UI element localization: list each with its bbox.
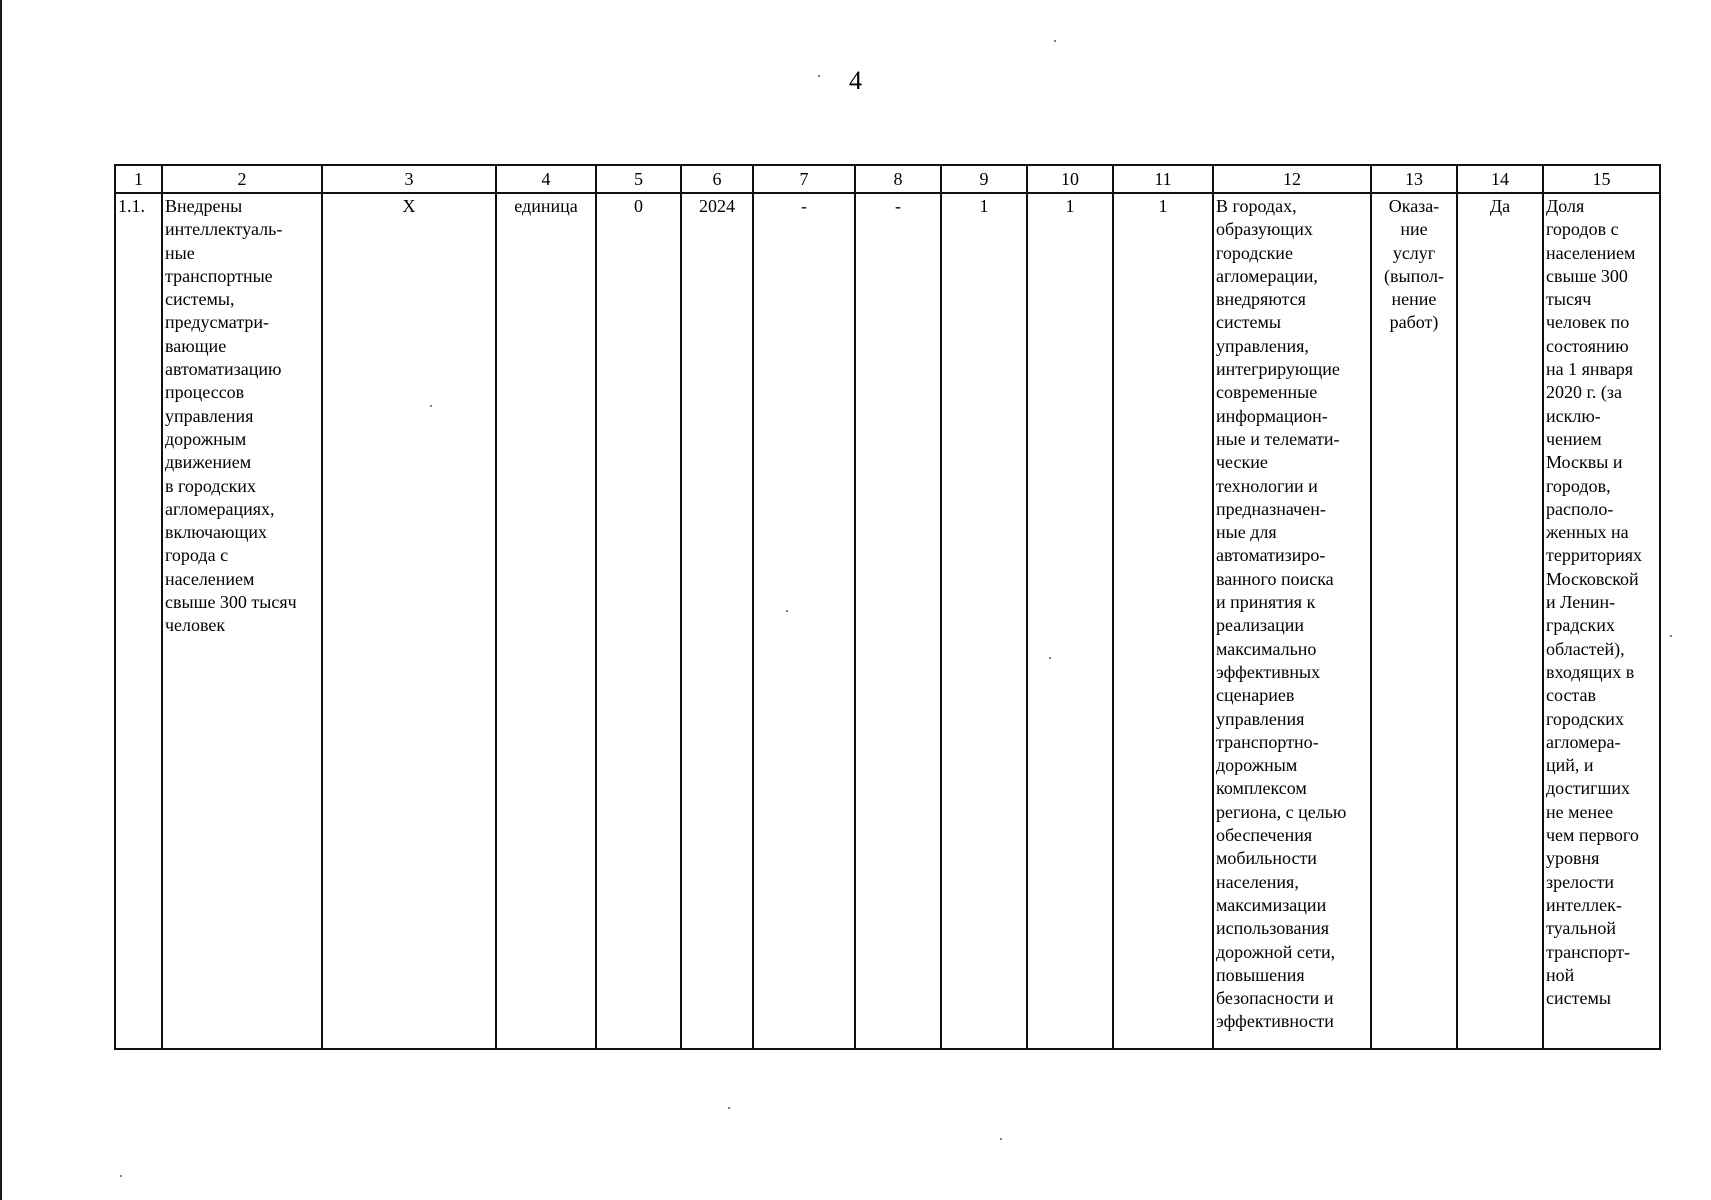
description-cell bbox=[1213, 193, 1371, 1049]
cell-line: системы bbox=[1546, 988, 1611, 1009]
cell-line: технологии и bbox=[1216, 475, 1318, 496]
cell-line: автоматизацию bbox=[165, 359, 282, 380]
header-cell: 11 bbox=[1113, 165, 1213, 193]
cell-line: территориях bbox=[1546, 545, 1643, 566]
header-cell: 15 bbox=[1543, 165, 1660, 193]
cell-line: транспортные bbox=[165, 265, 273, 286]
scan-speck bbox=[728, 1107, 730, 1109]
cell-line: человек bbox=[165, 615, 226, 636]
cell-line: туальной bbox=[1546, 918, 1616, 939]
cell-line: сценариев bbox=[1216, 685, 1295, 706]
cell-line: ные bbox=[165, 242, 195, 263]
cell-line: ные и телемати- bbox=[1216, 428, 1340, 449]
cell-line: дорожной сети, bbox=[1216, 941, 1336, 962]
cell-line: услуг bbox=[1392, 242, 1436, 263]
cell-line: женных на bbox=[1546, 522, 1629, 543]
cell-line: информацион- bbox=[1216, 405, 1328, 426]
table-header-row bbox=[115, 165, 1660, 193]
col7-cell: - bbox=[753, 193, 855, 1049]
cell-line: городов с bbox=[1546, 219, 1619, 240]
cell-line: реализации bbox=[1216, 615, 1304, 636]
cell-line: зрелости bbox=[1546, 871, 1615, 892]
cell-line: предназначен- bbox=[1216, 498, 1326, 519]
header-cell: 5 bbox=[596, 165, 681, 193]
scan-speck bbox=[1000, 1138, 1002, 1140]
header-cell: 7 bbox=[753, 165, 855, 193]
header-cell: 13 bbox=[1371, 165, 1457, 193]
scan-speck bbox=[1049, 657, 1051, 659]
cell-line: состав bbox=[1546, 685, 1597, 706]
cell-line: городских bbox=[1546, 708, 1624, 729]
scan-speck bbox=[818, 75, 820, 77]
cell-line: ной bbox=[1546, 964, 1575, 985]
scan-speck bbox=[120, 1175, 122, 1177]
cell-line: ций, и bbox=[1546, 755, 1594, 776]
flag-cell: Да bbox=[1457, 193, 1543, 1049]
scan-speck bbox=[430, 405, 432, 407]
cell-line: агломерации, bbox=[1216, 265, 1318, 286]
cell-line: (выпол- bbox=[1384, 265, 1444, 286]
page-number: 4 bbox=[849, 66, 862, 95]
cell-line: свыше 300 bbox=[1546, 265, 1628, 286]
header-cell: 12 bbox=[1213, 165, 1371, 193]
cell-line: автоматизиро- bbox=[1216, 545, 1326, 566]
cell-line: человек по bbox=[1546, 312, 1630, 333]
cell-line: эффективности bbox=[1216, 1011, 1334, 1032]
cell-line: ванного поиска bbox=[1216, 568, 1334, 589]
cell-line: внедряются bbox=[1216, 289, 1306, 310]
cell-line: управления bbox=[165, 405, 254, 426]
cell-line: максимизации bbox=[1216, 894, 1327, 915]
col5-cell: 0 bbox=[596, 193, 681, 1049]
cell-line: ные для bbox=[1216, 522, 1277, 543]
col8-cell: - bbox=[855, 193, 941, 1049]
indicator-name-cell bbox=[162, 193, 322, 1049]
cell-line: движением bbox=[165, 452, 252, 473]
col11-cell: 1 bbox=[1113, 193, 1213, 1049]
cell-line: населением bbox=[165, 568, 255, 589]
cell-line: достигших bbox=[1546, 778, 1630, 799]
cell-line: системы bbox=[1216, 312, 1281, 333]
cell-line: не менее bbox=[1546, 801, 1614, 822]
type-cell bbox=[1371, 193, 1457, 1049]
col3-cell: Х bbox=[322, 193, 496, 1049]
cell-line: дорожным bbox=[1216, 755, 1298, 776]
header-cell: 4 bbox=[496, 165, 596, 193]
cell-line: располо- bbox=[1546, 498, 1614, 519]
cell-line: мобильности bbox=[1216, 848, 1317, 869]
header-cell: 9 bbox=[941, 165, 1027, 193]
cell-line: региона, с целью bbox=[1216, 801, 1347, 822]
cell-line: на 1 января bbox=[1546, 359, 1634, 380]
cell-line: интеллектуаль- bbox=[165, 219, 283, 240]
cell-line: Внедрены bbox=[165, 196, 243, 216]
col9-cell: 1 bbox=[941, 193, 1027, 1049]
cell-line: работ) bbox=[1389, 312, 1439, 333]
cell-line: города с bbox=[165, 545, 229, 566]
indicators-table bbox=[114, 164, 1661, 1050]
cell-line: В городах, bbox=[1216, 196, 1297, 216]
cell-line: транспорт- bbox=[1546, 941, 1630, 962]
year-cell: 2024 bbox=[681, 193, 753, 1049]
table-row bbox=[115, 193, 1660, 1049]
page-left-border bbox=[0, 0, 2, 1200]
cell-line: дорожным bbox=[165, 428, 247, 449]
cell-line: областей), bbox=[1546, 638, 1625, 659]
col10-cell: 1 bbox=[1027, 193, 1113, 1049]
cell-line: эффективных bbox=[1216, 661, 1321, 682]
cell-line: управления bbox=[1216, 708, 1305, 729]
cell-line: образующих bbox=[1216, 219, 1313, 240]
row-number-cell: 1.1. bbox=[115, 193, 162, 1049]
cell-line: включающих bbox=[165, 522, 267, 543]
cell-line: предусматри- bbox=[165, 312, 270, 333]
scan-speck bbox=[786, 610, 788, 612]
header-cell: 6 bbox=[681, 165, 753, 193]
methodology-cell bbox=[1543, 193, 1660, 1049]
scan-speck bbox=[1054, 40, 1056, 42]
cell-line: обеспечения bbox=[1216, 825, 1313, 846]
cell-line: городские bbox=[1216, 242, 1293, 263]
cell-line: транспортно- bbox=[1216, 731, 1319, 752]
cell-line: уровня bbox=[1546, 848, 1600, 869]
cell-line: исклю- bbox=[1546, 405, 1601, 426]
cell-line: интеллек- bbox=[1546, 894, 1622, 915]
unit-cell: единица bbox=[496, 193, 596, 1049]
header-cell: 8 bbox=[855, 165, 941, 193]
cell-line: градских bbox=[1546, 615, 1615, 636]
cell-line: системы, bbox=[165, 289, 235, 310]
cell-line: входящих в bbox=[1546, 661, 1635, 682]
cell-line: Московской bbox=[1546, 568, 1639, 589]
cell-line: тысяч bbox=[1546, 289, 1592, 310]
cell-line: управления, bbox=[1216, 335, 1309, 356]
header-cell: 1 bbox=[115, 165, 162, 193]
cell-line: и принятия к bbox=[1216, 592, 1316, 613]
cell-line: городов, bbox=[1546, 475, 1611, 496]
cell-line: и Ленин- bbox=[1546, 592, 1616, 613]
cell-line: нение bbox=[1391, 289, 1437, 310]
cell-line: безопасности и bbox=[1216, 988, 1334, 1009]
cell-line: свыше 300 тысяч bbox=[165, 592, 297, 613]
cell-line: 2020 г. (за bbox=[1546, 382, 1622, 403]
cell-line: максимально bbox=[1216, 638, 1317, 659]
cell-line: Оказа- bbox=[1388, 196, 1440, 216]
cell-line: агломерациях, bbox=[165, 498, 275, 519]
cell-line: населения, bbox=[1216, 871, 1299, 892]
cell-line: в городских bbox=[165, 475, 256, 496]
cell-line: повышения bbox=[1216, 964, 1305, 985]
cell-line: процессов bbox=[165, 382, 245, 403]
cell-line: чем первого bbox=[1546, 825, 1639, 846]
scan-speck bbox=[1670, 635, 1672, 637]
cell-line: интегрирующие bbox=[1216, 359, 1340, 380]
header-cell: 14 bbox=[1457, 165, 1543, 193]
cell-line: современные bbox=[1216, 382, 1318, 403]
cell-line: чением bbox=[1546, 428, 1602, 449]
cell-line: Доля bbox=[1546, 196, 1585, 216]
cell-line: населением bbox=[1546, 242, 1636, 263]
cell-line: агломера- bbox=[1546, 731, 1621, 752]
cell-line: вающие bbox=[165, 335, 227, 356]
cell-line: комплексом bbox=[1216, 778, 1307, 799]
cell-line: использования bbox=[1216, 918, 1330, 939]
cell-line: состоянию bbox=[1546, 335, 1629, 356]
header-cell: 10 bbox=[1027, 165, 1113, 193]
cell-line: ние bbox=[1400, 219, 1428, 240]
cell-line: ческие bbox=[1216, 452, 1268, 473]
cell-line: Москвы и bbox=[1546, 452, 1623, 473]
header-cell: 2 bbox=[162, 165, 322, 193]
header-cell: 3 bbox=[322, 165, 496, 193]
